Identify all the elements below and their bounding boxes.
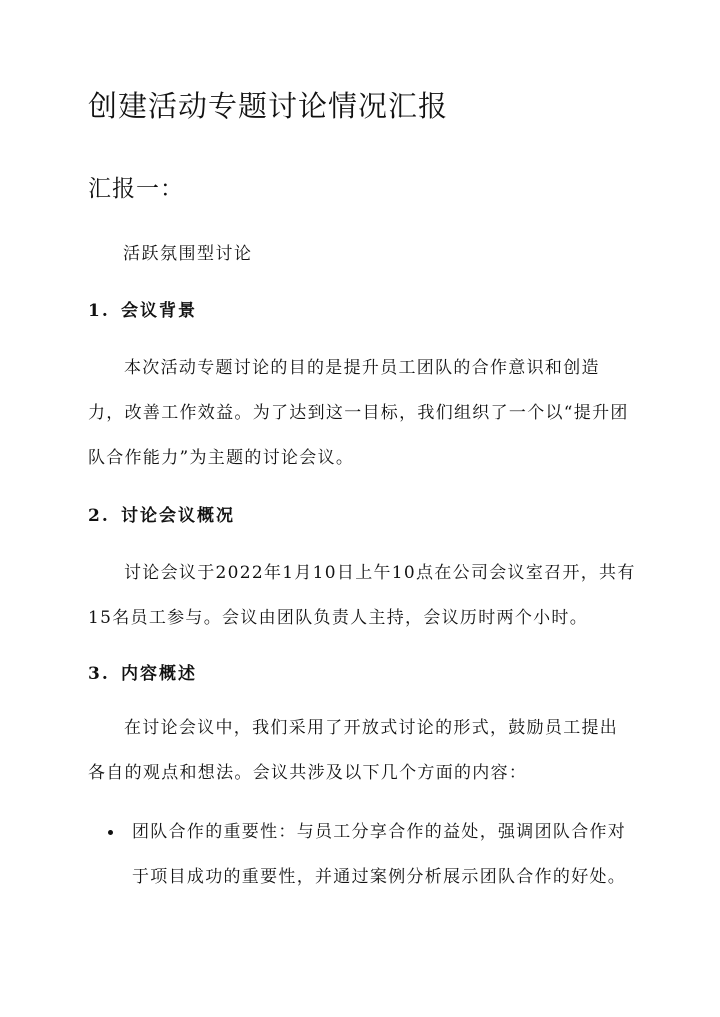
discussion-type-subtitle: 活跃氛围型讨论	[123, 244, 253, 264]
heading-number: 2.	[88, 506, 110, 526]
paragraph-meeting-overview: 讨论会议于2022年1月10日上午10点在公司会议室召开，共有15名员工参与。会议由团队负责人主持，会议历时两个小时。	[88, 563, 636, 628]
list-item-text: 团队合作的重要性：与员工分享合作的益处，强调团队合作对于项目成功的重要性，并通过案例分析展示团队合作的好处。	[132, 822, 627, 887]
heading-content-summary	[88, 660, 197, 688]
content-bullet-list	[88, 810, 636, 900]
section-title: 汇报一：	[88, 176, 184, 202]
document-title: 创建活动专题讨论情况汇报	[88, 89, 449, 123]
heading-text: 讨论会议概况	[121, 506, 235, 526]
heading-number: 3.	[88, 664, 110, 684]
bullet-dot-icon	[108, 830, 113, 835]
heading-text: 会议背景	[121, 301, 197, 321]
heading-number: 1.	[88, 301, 110, 321]
heading-meeting-background	[88, 297, 197, 325]
list-item	[88, 810, 636, 900]
heading-meeting-overview	[88, 502, 235, 530]
heading-text: 内容概述	[121, 664, 197, 684]
paragraph-meeting-background: 本次活动专题讨论的目的是提升员工团队的合作意识和创造力，改善工作效益。为了达到这一目标，我们组织了一个以“提升团队合作能力”为主题的讨论会议。	[88, 358, 629, 468]
paragraph-content-summary: 在讨论会议中，我们采用了开放式讨论的形式，鼓励员工提出各自的观点和想法。会议共涉及以下几个方面的内容：	[88, 718, 619, 783]
